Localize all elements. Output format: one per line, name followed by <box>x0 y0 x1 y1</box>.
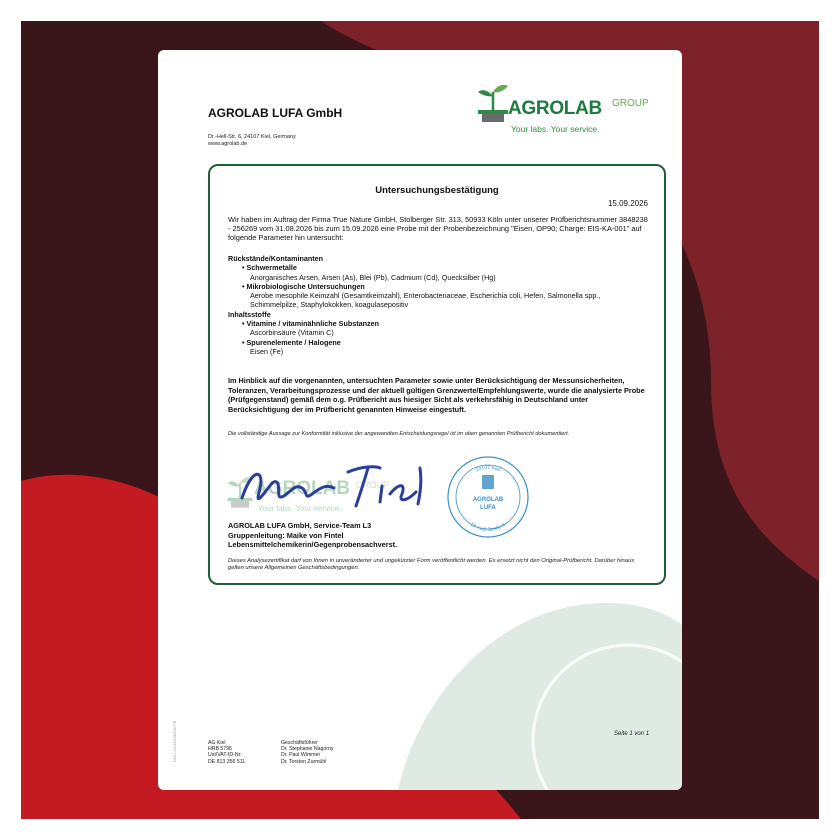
footer-line: HRB 5796 <box>208 746 232 753</box>
parameter-group: • Mikrobiologische Untersuchungen <box>242 281 365 291</box>
company-name: AGROLAB LUFA GmbH <box>208 106 343 120</box>
footer-line: Ust/VAT-ID-Nr: <box>208 752 242 759</box>
section-heading: Inhaltsstoffe <box>228 309 271 319</box>
page-number: Seite 1 von 1 <box>614 731 650 737</box>
footer-line: AG Kiel <box>208 740 226 746</box>
website: www.agrolab.de <box>208 141 248 147</box>
stamp-center-line2: LUFA <box>480 505 496 511</box>
group-name: Schwermetalle <box>246 263 297 273</box>
handwritten-signature <box>230 458 440 518</box>
signatory-block <box>228 521 397 550</box>
validity-note: Dieses Analysezertifikat darf von Ihnen in unveränderter und ungekürzter Form veröffentlicht werden. Es ersetzt nicht den Original-Prüfbericht. Darüber hinaus gelten unsere Allgemeinen Geschäftsbedingungen. <box>228 558 635 571</box>
group-name: Mikrobiologische Untersuchungen <box>246 281 365 291</box>
section-heading: Rückstände/Kontaminanten <box>228 254 324 263</box>
address-line: Dr.-Hell-Str. 6, 24107 Kiel, Germany <box>208 134 296 140</box>
logo-tagline: Your labs. Your service. <box>511 124 600 134</box>
group-items: Eisen (Fe) <box>250 346 284 356</box>
footer-line: Dr. Paul Wimmer <box>281 752 321 759</box>
plant-lab-icon <box>476 80 510 126</box>
footer-line: Dr. Stephanie Nagorny <box>281 746 334 753</box>
company-address <box>208 134 296 148</box>
certificate-date: 15.09.2026 <box>607 199 648 208</box>
footer-line: Geschäftsführer <box>281 740 318 746</box>
parameter-group: • Schwermetalle <box>242 263 297 273</box>
footer-line: Dr. Torsten Zurmühl <box>281 758 327 765</box>
footer-line: DE 813 356 511 <box>208 758 246 765</box>
parameter-list <box>228 254 648 356</box>
group-items: Anorganisches Arsen, Arsen (As), Blei (Pb), Cadmium (Cd), Quecksilber (Hg) <box>250 272 496 282</box>
official-stamp <box>446 455 530 539</box>
stamp-top-text: 24107 Kiel <box>475 464 502 474</box>
group-name: Vitamine / vitaminähnliche Substanzen <box>246 319 379 329</box>
group-items: Aerobe mesophile Keimzahl (Gesamtkeimzahl), Enterobacteriaceae, Escherichia coli, Hefen, Salmonella spp., Schimmelpilze, Staphylokokken, koagulasepositiv <box>250 291 601 310</box>
footer-registration <box>208 740 245 765</box>
certificate-title: Untersuchungsbestätigung <box>375 185 499 196</box>
intro-paragraph: Wir haben im Auftrag der Firma True Nature GmbH, Stolberger Str. 313, 50933 Köln unter unserer Prüfberichtsnummer 3848238 - 256269 vom 31.08.2026 bis zum 15.09.2026 eine Probe mit der Probenbezeichnung "Eisen, OP90; Charge: EIS-KA-001" auf folgende Parameter hin untersucht: <box>228 215 648 242</box>
watermark-group: GROUP <box>356 480 390 490</box>
signatory-name: Gruppenleitung: Maike von Fintel <box>228 530 344 540</box>
agrolab-logo <box>476 76 656 138</box>
certificate-page <box>158 50 682 790</box>
document-code: DOC-13-24DS8436-FE <box>172 720 177 762</box>
logo-group: GROUP <box>612 98 649 109</box>
parameter-group: • Vitamine / vitaminähnliche Substanzen <box>242 319 379 329</box>
parameter-group: • Spurenelemente / Halogene <box>242 337 341 347</box>
signatory-company: AGROLAB LUFA GmbH, Service-Team L3 <box>228 521 372 530</box>
group-items: Ascorbinsäure (Vitamin C) <box>250 328 334 338</box>
watermark-tagline: Your labs. Your service. <box>258 504 342 513</box>
stamp-center-line1: AGROLAB <box>472 497 504 503</box>
group-name: Spurenelemente / Halogene <box>246 337 341 347</box>
watermark-wordmark: AGROLAB <box>254 478 351 499</box>
conclusion-paragraph: Im Hinblick auf die vorgenannten, untersuchten Parameter sowie unter Berücksichtigung der Messunsicherheiten, Toleranzen, Verarbeitungsprozesse und der aktuell gültigen Grenzwerte/Empfehlungswerte, wurde die analysierte Probe (Prüfgegenstand) gemäß dem o.g. Prüfbericht aus hiesiger Sicht als verkehrsfähig in Deutschland unter Berücksichtigung der im Prüfbericht genannten Hinweise eingestuft. <box>228 376 645 414</box>
stamp-bottom-text: Dr.-Hell-Straße 6 <box>469 521 507 534</box>
signatory-role: Lebensmittelchemikerin/Gegenprobensachverst. <box>228 540 398 549</box>
conformity-note: Die vollständige Aussage zur Konformität inklusive der angewandten Entscheidungsregel ist im oben genannten Prüfbericht dokumentiert. <box>228 431 570 437</box>
footer-management <box>281 740 333 765</box>
logo-wordmark: AGROLAB <box>508 98 602 119</box>
confirmation-box <box>208 164 666 585</box>
